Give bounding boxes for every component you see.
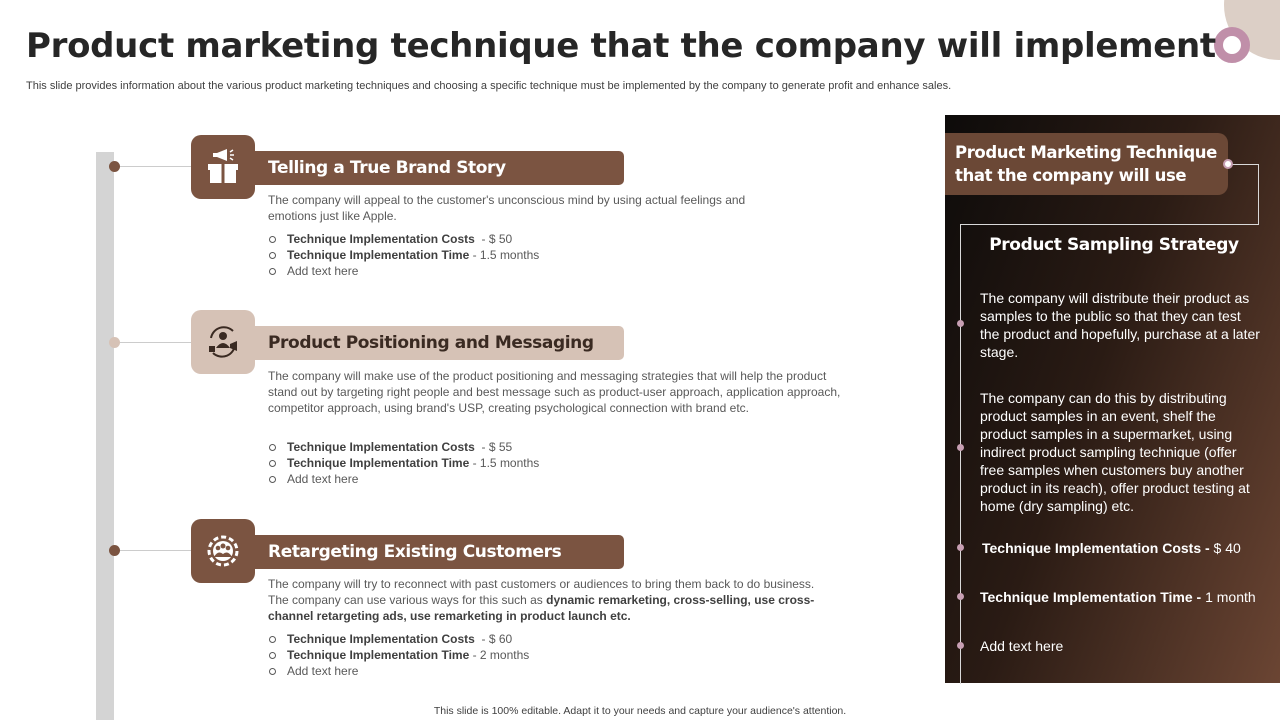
panel-tag: Product Marketing Technique that the company will use [945, 133, 1228, 195]
cost-item [268, 231, 539, 247]
technique-details [268, 631, 529, 679]
time-item [268, 647, 529, 663]
timeline-bar [96, 152, 114, 720]
panel-bullet-dot [957, 544, 964, 551]
technique-details [268, 231, 539, 279]
technique-description [268, 576, 828, 624]
panel-paragraph: The company will distribute their product as samples to the public so that they can test the product and hopefully, purchase at a later stage. [980, 290, 1260, 360]
panel-time-label: Technique Implementation Time - [980, 589, 1202, 605]
time-label: Technique Implementation Time [287, 648, 470, 662]
panel-placeholder: Add text here [980, 638, 1064, 654]
timeline-dot [109, 337, 120, 348]
panel-cost-value: $ 40 [1213, 540, 1241, 556]
panel-connector [1258, 164, 1259, 224]
placeholder-item: Add text here [268, 263, 539, 279]
cost-item [268, 439, 539, 455]
gift-megaphone-icon [191, 135, 255, 199]
technique-details [268, 439, 539, 487]
footer-note: This slide is 100% editable. Adapt it to your needs and capture your audience's attention. [433, 705, 847, 717]
time-label: Technique Implementation Time [287, 248, 470, 262]
technique-heading: Telling a True Brand Story [255, 151, 624, 185]
panel-connector [960, 224, 961, 684]
page-subtitle: This slide provides information about the various product marketing techniques and choosing a specific technique must be implemented by the company to generate profit and enhance sales. [26, 80, 952, 92]
timeline-connector [115, 166, 191, 167]
cost-label: Technique Implementation Costs [287, 440, 475, 454]
time-value: - 1.5 months [472, 456, 540, 470]
panel-time [980, 588, 1260, 606]
technique-description: The company will appeal to the customer's unconscious mind by using actual feelings and emotions just like Apple. [268, 193, 746, 223]
panel-time-value: 1 month [1205, 589, 1256, 605]
time-value: - 2 months [472, 648, 530, 662]
timeline-connector [115, 550, 191, 551]
technique-description: The company will make use of the product positioning and messaging strategies that will help the product stand out by targeting right people and best message such as product-user approach, application approach, competitor approach, using brand's USP, creating psychological connection with brand etc. [268, 369, 841, 415]
placeholder-item: Add text here [268, 663, 529, 679]
description-highlight: dynamic remarketing, cross-selling, use cross-channel retargeting ads, use remarketing in product launch etc. [268, 593, 815, 623]
placeholder-item: Add text here [268, 471, 539, 487]
panel-paragraph: The company can do this by distributing product samples in an event, shelf the product samples in a supermarket, using indirect product sampling technique (offer free samples when customers buy another product in its reach), offer product testing at home (dry sampling) etc. [980, 390, 1250, 514]
panel-bullet-dot [957, 320, 964, 327]
cost-value: - $ 60 [481, 632, 513, 646]
technique-heading: Retargeting Existing Customers [255, 535, 624, 569]
time-item [268, 247, 539, 263]
customer-group-gear-icon [191, 519, 255, 583]
panel-cost [982, 539, 1262, 557]
person-megaphone-cycle-icon [191, 310, 255, 374]
panel-bullet-dot [957, 593, 964, 600]
description-text: The company will try to reconnect with past customers or audiences to bring them back to do business. The company can use various ways for this such as [268, 577, 815, 607]
cost-value: - $ 50 [481, 232, 513, 246]
cost-item [268, 631, 529, 647]
panel-tag-dot [1223, 159, 1233, 169]
cost-label: Technique Implementation Costs [287, 632, 475, 646]
cost-label: Technique Implementation Costs [287, 232, 475, 246]
panel-bullet-dot [957, 444, 964, 451]
page-title: Product marketing technique that the company will implement [26, 26, 1216, 66]
panel-cost-label: Technique Implementation Costs - [982, 540, 1210, 556]
cost-value: - $ 55 [481, 440, 513, 454]
panel-connector [960, 224, 1259, 225]
time-label: Technique Implementation Time [287, 456, 470, 470]
time-value: - 1.5 months [472, 248, 540, 262]
technique-heading: Product Positioning and Messaging [255, 326, 624, 360]
timeline-connector [115, 342, 191, 343]
time-item [268, 455, 539, 471]
panel-bullet-dot [957, 642, 964, 649]
timeline-dot [109, 545, 120, 556]
timeline-dot [109, 161, 120, 172]
panel-heading: Product Sampling Strategy [989, 235, 1239, 255]
decorative-ring-icon [1214, 27, 1250, 63]
